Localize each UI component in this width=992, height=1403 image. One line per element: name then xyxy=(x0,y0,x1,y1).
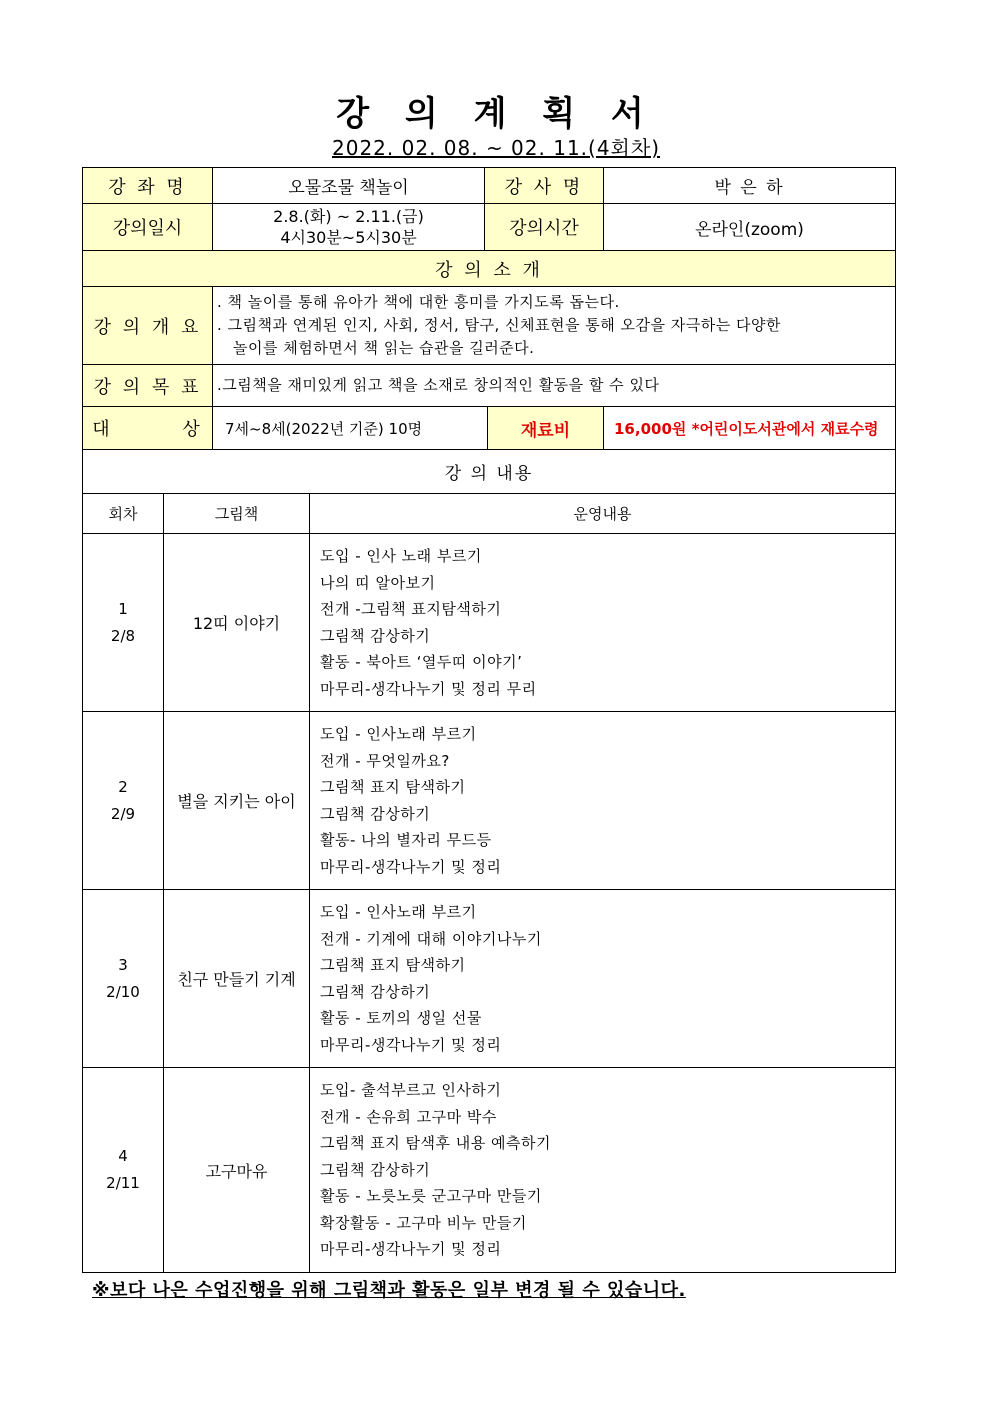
overview-line-1: . 책 놀이를 통해 유아가 책에 대한 흥미를 가지도록 돕는다. xyxy=(217,293,620,311)
table-row xyxy=(83,890,896,1068)
info-table xyxy=(82,167,896,407)
book-title: 고구마유 xyxy=(164,1068,310,1273)
plan-line: 활동 - 토끼의 생일 선물 xyxy=(320,1009,482,1027)
session-date: 2/11 xyxy=(106,1174,140,1192)
date-label: 강의일시 xyxy=(83,204,213,251)
goal-value: .그림책을 재미있게 읽고 책을 소재로 창의적인 활동을 할 수 있다 xyxy=(213,365,896,407)
plan-line: 전개 - 무엇일까요? xyxy=(320,751,450,770)
overview-label: 강 의 개 요 xyxy=(83,287,213,365)
plan-line: 전개 - 기계에 대해 이야기나누기 xyxy=(320,929,542,948)
plan-line: 그림책 감상하기 xyxy=(320,626,431,645)
plan-line: 마무리-생각나누기 및 정리 무리 xyxy=(320,679,537,698)
col-book: 그림책 xyxy=(164,494,310,534)
plan-cell xyxy=(310,712,896,890)
plan-line: 그림책 표지 탐색후 내용 예측하기 xyxy=(320,1134,551,1153)
session-date: 2/10 xyxy=(106,982,140,1001)
plan-line: 그림책 표지 탐색하기 xyxy=(320,778,466,796)
plan-cell xyxy=(310,890,896,1068)
content-header: 강 의 내용 xyxy=(83,450,896,494)
session-cell xyxy=(83,534,164,712)
plan-line: 활동 - 북아트 ‘열두띠 이야기’ xyxy=(320,653,523,671)
fee-value: 16,000원 *어린이도서관에서 재료수령 xyxy=(604,407,896,450)
course-value: 오물조물 책놀이 xyxy=(213,168,485,204)
plan-line: 활동 - 노릇노릇 군고구마 만들기 xyxy=(320,1187,542,1206)
plan-line: 도입 - 인사 노래 부르기 xyxy=(320,547,482,565)
plan-line: 마무리-생각나누기 및 정리 xyxy=(320,857,502,876)
session-number: 1 xyxy=(118,599,128,618)
session-number: 4 xyxy=(118,1147,128,1165)
session-date: 2/9 xyxy=(110,804,136,823)
session-number: 3 xyxy=(118,955,128,974)
course-label: 강 좌 명 xyxy=(83,168,213,204)
book-title: 친구 만들기 기계 xyxy=(164,890,310,1068)
plan-line: 마무리-생각나누기 및 정리 xyxy=(320,1035,502,1054)
session-number: 2 xyxy=(118,777,128,796)
plan-cell xyxy=(310,534,896,712)
date-range: 2.8.(화) ~ 2.11.(금) xyxy=(273,207,424,226)
plan-line: 도입- 출석부르고 인사하기 xyxy=(320,1081,502,1100)
footnote: ※보다 나은 수업진행을 위해 그림책과 활동은 일부 변경 될 수 있습니다. xyxy=(92,1280,686,1301)
plan-line: 그림책 감상하기 xyxy=(320,982,431,1001)
session-cell xyxy=(83,712,164,890)
book-title: 12띠 이야기 xyxy=(164,534,310,712)
plan-line: 활동- 나의 별자리 무드등 xyxy=(320,831,492,849)
overview-line-3: 놀이를 체험하면서 책 읽는 습관을 길러준다. xyxy=(233,339,535,357)
period-subtitle xyxy=(0,132,992,161)
plan-table xyxy=(82,449,896,1273)
sessions-body xyxy=(83,534,896,1273)
plan-line: 확장활동 - 고구마 비누 만들기 xyxy=(320,1213,527,1232)
document-title: 강 의 계 획 서 xyxy=(336,94,656,134)
time-range: 4시30분~5시30분 xyxy=(280,228,417,247)
overview-value xyxy=(213,287,896,365)
overview-line-2: . 그림책과 연계된 인지, 사회, 정서, 탐구, 신체표현을 통해 오감을 자극하는 다양한 xyxy=(217,316,781,334)
plan-line: 그림책 감상하기 xyxy=(320,1160,431,1179)
instructor-value: 박 은 하 xyxy=(604,168,896,204)
plan-line: 그림책 표지 탐색하기 xyxy=(320,956,466,974)
fee-label: 재료비 xyxy=(488,407,604,450)
plan-line: 전개 - 손유희 고구마 박수 xyxy=(320,1107,497,1126)
date-value xyxy=(213,204,485,251)
session-cell xyxy=(83,890,164,1068)
table-row xyxy=(83,534,896,712)
target-value: 7세~8세(2022년 기준) 10명 xyxy=(213,407,488,450)
time-label: 강의시간 xyxy=(485,204,604,251)
goal-label: 강 의 목 표 xyxy=(83,365,213,407)
col-plan: 운영내용 xyxy=(310,494,896,534)
session-cell xyxy=(83,1068,164,1273)
plan-line: 나의 띠 알아보기 xyxy=(320,573,436,592)
col-session: 회차 xyxy=(83,494,164,534)
table-row xyxy=(83,1068,896,1273)
target-table xyxy=(82,406,896,450)
book-title: 별을 지키는 아이 xyxy=(164,712,310,890)
table-row xyxy=(83,712,896,890)
plan-line: 마무리-생각나누기 및 정리 xyxy=(320,1240,502,1259)
instructor-label: 강 사 명 xyxy=(485,168,604,204)
period-text: 2022. 02. 08. ~ 02. 11.(4회차) xyxy=(332,136,660,160)
plan-line: 도입 - 인사노래 부르기 xyxy=(320,725,477,743)
plan-cell xyxy=(310,1068,896,1273)
target-label: 대 상 xyxy=(83,407,213,450)
plan-line: 도입 - 인사노래 부르기 xyxy=(320,903,477,921)
intro-header: 강 의 소 개 xyxy=(83,251,896,287)
plan-line: 그림책 감상하기 xyxy=(320,804,431,823)
plan-line: 전개 -그림책 표지탐색하기 xyxy=(320,600,502,618)
session-date: 2/8 xyxy=(110,626,136,645)
time-value: 온라인(zoom) xyxy=(604,204,896,251)
